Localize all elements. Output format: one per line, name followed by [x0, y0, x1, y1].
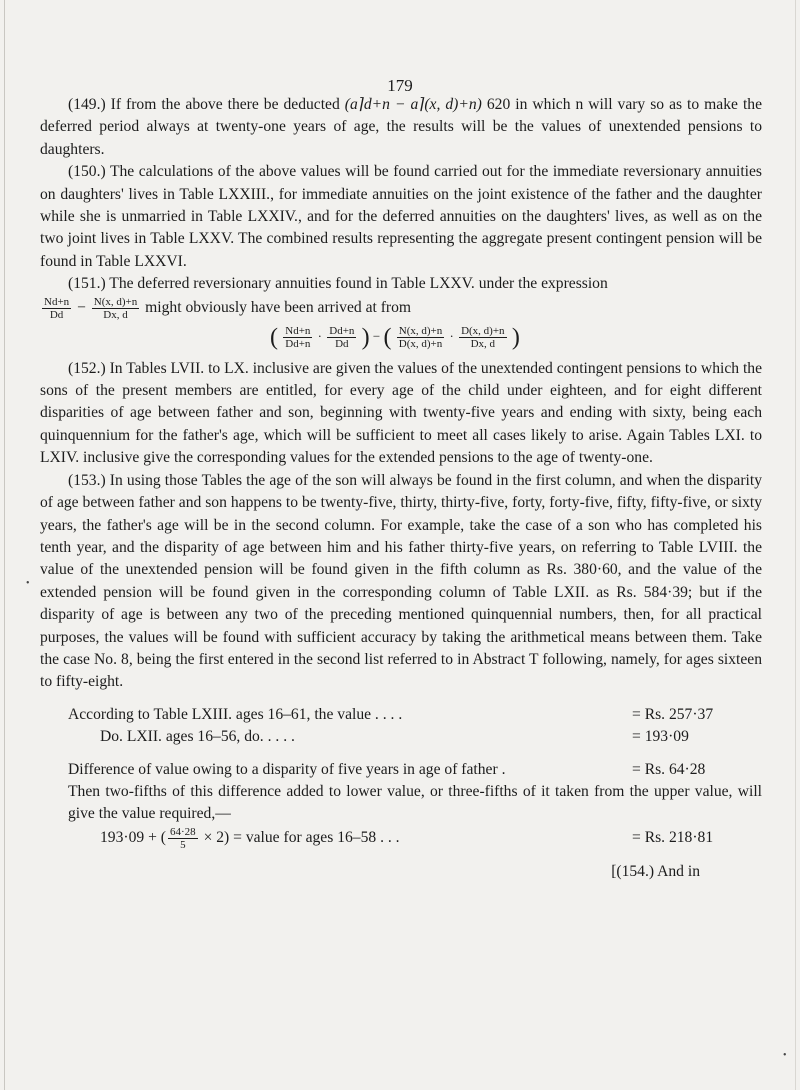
calc-value: = 193·09: [632, 728, 689, 746]
numerator: D(x, d)+n: [461, 324, 505, 337]
numerator: N(x, d)+n: [398, 324, 443, 337]
calc-label: Do. LXII. ages 16–56, do. . . . .: [100, 728, 295, 746]
calc-value: = Rs. 64·28: [632, 760, 706, 778]
dot-operator: ·: [449, 328, 454, 344]
paragraph-text: (149.) If from the above there be deducted: [68, 96, 340, 113]
denominator: Dd+n: [285, 337, 311, 350]
minus-sign: −: [372, 328, 381, 344]
paragraph-152: (152.) In Tables LVII. to LX. inclusive are given the values of the unextended contingent pensions to which the sons of the present members are entitled, for every age of the child under eighteen, and for eight different disparities of age between father and son, beginning with twenty-five years and ending with sixty, being each quinquennium for the father's age, which will be sufficient to meet all cases likely to arise. Again Tables LXI. to LXIV. inclusive give the corresponding values for the extended pensions to the age of twenty-one.: [40, 359, 762, 467]
calc-row: [40, 759, 762, 781]
numerator: Nd+n: [44, 295, 70, 308]
paren-open: (: [160, 828, 166, 846]
body-text: [40, 94, 762, 883]
paragraph-text: might obviously have been arrived at from: [145, 298, 412, 316]
paragraph-150: (150.) The calculations of the above values will be found carried out for the immediate reversionary annuities on daughters' lives in Table LXXIII., for immediate annuities on the joint existence of the father and the daughter while she is unmarried in Table LXXIV., and for the deferred annuities on the daughters' lives, as well as on the two joint lives in Table LXXV. The combined results representing the aggregate present contingent pension will be found in Table LXXVI.: [40, 163, 762, 270]
annuity-expression: (a⌉d+n − a⌉(x, d)+n): [344, 96, 482, 113]
paren-close: ): [361, 323, 370, 350]
denominator: Dx, d: [470, 337, 496, 350]
page-number: 179: [387, 76, 413, 95]
calc-row: [40, 726, 762, 748]
fraction: [92, 296, 139, 321]
equation: [40, 325, 762, 350]
numerator: Nd+n: [285, 324, 311, 337]
denominator: D(x, d)+n: [398, 337, 443, 350]
margin-mark: •: [783, 1050, 787, 1061]
fraction: [397, 325, 444, 350]
paren-open: (: [383, 323, 392, 350]
paragraph-151-cont: [40, 296, 762, 321]
calc-label: [40, 826, 632, 851]
paren-close: ): [511, 323, 520, 350]
numerator: 64·28: [169, 825, 196, 838]
paragraph-153: (153.) In using those Tables the age of the son will always be found in the first column, and when the disparity of age between father and son happens to be twenty-five, thirty, thirty-five, forty, forty-five, fifty, fifty-five, or sixty years, the father's age will be in the second column. For example, take the case of a son who has completed his tenth year, and the disparity of age between him and his father thirty-five years, on referring to Table LVIII. the value of the unextended pension will be found given in the fifth column as Rs. 380·60, and the value of the extended pension will be found given in the corresponding column of Table LXII. as Rs. 584·39; but if the disparity of age is between any two of the preceding mentioned quinquennial numbers, then, for all practical purposes, the values will be found with sufficient accuracy by taking the arithmetical means between them. Take the case No. 8, being the first entered in the second list referred to in Abstract T following, namely, for ages sixteen to fifty-eight.: [40, 471, 762, 691]
minus-sign: −: [77, 298, 86, 316]
calc-row: [40, 704, 762, 726]
fraction: [42, 296, 71, 321]
denominator: Dx, d: [103, 308, 128, 321]
fraction: [168, 826, 198, 851]
dot-operator: ·: [317, 328, 322, 344]
paren-open: (: [270, 323, 278, 350]
paragraph-text: 620 in which n will vary so as to make the deferred period always at twenty-one years of age, the results will be the values of unextended pensions to daughters.: [40, 96, 762, 158]
calc-text: × 2) = value for ages 16–58 . . .: [203, 828, 400, 846]
calc-explanation: Then two-fifths of this difference added to lower value, or three-fifths of it taken from the upper value, will give the value required,—: [68, 782, 762, 823]
fraction: [459, 325, 506, 350]
numerator: Dd+n: [329, 324, 355, 337]
paragraph-text: (151.) The deferred reversionary annuities found in Table LXXV. under the expression: [68, 275, 608, 293]
paragraph-151: [40, 273, 762, 295]
calc-text: 193·09 +: [100, 828, 157, 846]
denominator: 5: [180, 838, 186, 851]
fraction: [283, 325, 312, 350]
denominator: Dd: [49, 308, 64, 321]
fraction: [327, 325, 356, 350]
page-edge-right: [795, 0, 796, 1090]
calc-label: According to Table LXIII. ages 16–61, the value . . . .: [68, 705, 403, 723]
margin-mark: •: [26, 578, 30, 589]
numerator: N(x, d)+n: [93, 295, 138, 308]
paragraph-149: [40, 94, 762, 161]
calc-value: = Rs. 218·81: [632, 828, 714, 846]
denominator: Dd: [335, 337, 349, 350]
catchword: [(154.) And in: [611, 862, 700, 880]
page-edge-left: [4, 0, 5, 1090]
calc-value: = Rs. 257·37: [632, 705, 714, 723]
calc-label: Difference of value owing to a disparity of five years in age of father .: [68, 760, 506, 778]
calc-row: [40, 826, 762, 851]
